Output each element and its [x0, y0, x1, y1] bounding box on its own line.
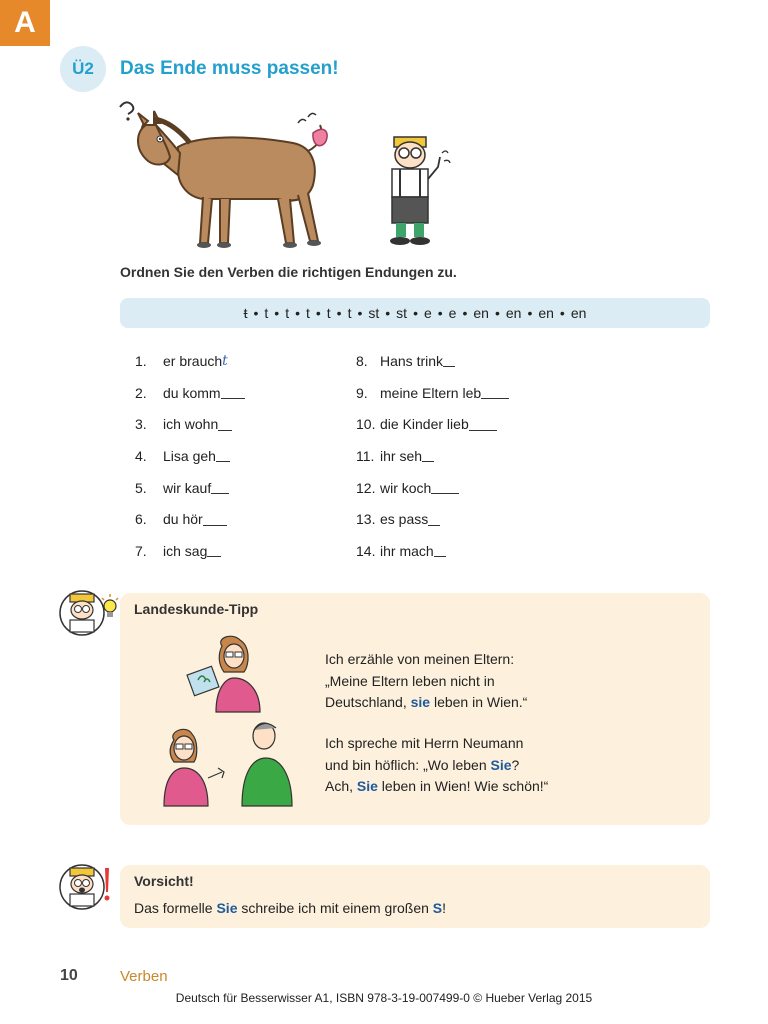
tip-paragraph-2	[325, 733, 548, 798]
tip-line	[325, 776, 548, 798]
verb-stem: wir kauf	[163, 479, 212, 496]
ending-option: t	[243, 305, 248, 321]
tip-text-segment: Deutschland,	[325, 694, 411, 710]
verb-stem: du komm	[163, 384, 221, 401]
exercise-instruction: Ordnen Sie den Verben die richtigen Endungen zu.	[120, 264, 457, 280]
tip-text-segment: leben in Wien.“	[430, 694, 528, 710]
answer-blank[interactable]	[218, 418, 232, 431]
tip-line: „Meine Eltern leben nicht in	[325, 672, 495, 689]
answer-blank[interactable]	[428, 513, 440, 526]
answer-blank[interactable]	[422, 449, 434, 462]
verb-stem: du hör	[163, 511, 203, 528]
exercise-item	[356, 472, 509, 504]
exercise-badge: Ü2	[60, 46, 106, 92]
answer-blank[interactable]	[469, 418, 497, 431]
exercise-item	[135, 377, 245, 409]
exercise-list-right	[356, 345, 509, 567]
caution-text-segment: !	[442, 900, 447, 916]
item-number: 5.	[135, 479, 147, 496]
highlight-formal-sie: Sie	[356, 778, 378, 794]
ending-separator: •	[559, 305, 565, 321]
verb-stem: meine Eltern leb	[380, 384, 482, 401]
item-number: 4.	[135, 447, 147, 464]
exercise-item	[135, 503, 245, 535]
answer-blank[interactable]	[431, 481, 459, 494]
tip-text-segment: und bin höflich: „Wo leben	[325, 756, 491, 773]
ending-option: st	[368, 305, 380, 321]
exercise-item	[135, 408, 245, 440]
ending-option: t	[305, 305, 310, 321]
ending-option: t	[264, 305, 269, 321]
verb-stem: ich wohn	[163, 416, 219, 433]
tip-line	[325, 755, 548, 777]
tip-line: Ich erzähle von meinen Eltern:	[325, 651, 515, 667]
exercise-title: Das Ende muss passen!	[120, 58, 339, 79]
item-number: 13.	[356, 511, 376, 528]
answer-blank[interactable]	[481, 386, 509, 399]
exercise-item	[356, 440, 509, 472]
ending-option: en	[505, 305, 522, 321]
tip-text-segment: leben in Wien! Wie schön!“	[377, 778, 549, 794]
caution-box	[120, 865, 710, 928]
answer-blank[interactable]	[203, 513, 227, 526]
item-number: 1.	[135, 352, 147, 369]
ending-separator: •	[494, 305, 500, 321]
ending-option: t	[347, 305, 352, 321]
highlight-formal-sie: Sie	[216, 900, 238, 916]
ending-option: st	[396, 305, 408, 321]
ending-option: en	[473, 305, 489, 321]
ending-option: t	[285, 305, 290, 321]
tip-title: Landeskunde-Tipp	[134, 601, 259, 617]
ending-separator: •	[437, 305, 443, 321]
boy-character-illustration	[378, 133, 458, 248]
ending-option: e	[423, 305, 432, 321]
highlight-formal-sie: Sie	[490, 756, 512, 773]
verb-stem: ihr mach	[380, 542, 434, 559]
tip-mascot-icon	[58, 588, 122, 638]
caution-text-segment: schreibe ich mit einem großen	[237, 900, 433, 916]
exercise-item	[356, 377, 509, 409]
item-number: 2.	[135, 384, 147, 401]
ending-separator: •	[527, 305, 533, 321]
ending-word-bank	[120, 298, 710, 328]
ending-separator: •	[274, 305, 280, 321]
exercise-item	[356, 503, 509, 535]
exercise-list-left	[135, 345, 245, 567]
answer-blank[interactable]	[434, 544, 446, 557]
answer-blank[interactable]	[211, 481, 229, 494]
verb-stem: ihr seh	[380, 447, 423, 464]
verb-stem: Hans trink	[380, 352, 444, 369]
item-number: 3.	[135, 416, 147, 433]
chapter-title: Verben	[120, 968, 168, 985]
item-number: 11.	[356, 447, 375, 464]
exercise-item	[135, 472, 245, 504]
highlight-capital-s: S	[432, 900, 443, 916]
ending-separator: •	[336, 305, 342, 321]
ending-option: t	[326, 305, 331, 321]
ending-option: e	[448, 305, 457, 321]
answer-blank[interactable]	[221, 386, 245, 399]
example-answer: t	[222, 352, 228, 369]
footer-credit: Deutsch für Besserwisser A1, ISBN 978-3-19-007499-0 © Hueber Verlag 2015	[175, 991, 593, 1005]
page-number: 10	[60, 967, 78, 984]
ending-separator: •	[385, 305, 391, 321]
ending-option: en	[570, 305, 587, 321]
caution-text-segment: Das formelle	[134, 900, 217, 916]
exercise-item	[356, 535, 509, 567]
answer-blank[interactable]	[216, 449, 230, 462]
verb-stem: es pass	[380, 511, 429, 528]
item-number: 6.	[135, 511, 147, 528]
section-tab: A	[0, 0, 50, 46]
horse-illustration	[108, 95, 338, 255]
answer-blank[interactable]	[443, 354, 455, 367]
tip-line	[325, 692, 527, 714]
verb-stem: ich sag	[163, 542, 208, 559]
answer-blank[interactable]	[207, 544, 221, 557]
ending-separator: •	[253, 305, 259, 321]
ending-separator: •	[413, 305, 418, 321]
exercise-item	[135, 440, 245, 472]
verb-stem: die Kinder lieb	[380, 416, 469, 433]
item-number: 8.	[356, 352, 368, 369]
tip-text-segment: ?	[511, 756, 520, 773]
ending-separator: •	[357, 305, 363, 321]
verb-stem: er brauch	[163, 352, 223, 369]
highlight-sie: sie	[410, 694, 431, 710]
verb-stem: wir koch	[380, 479, 432, 496]
family-conversation-illustration	[160, 628, 300, 810]
tip-paragraph-1	[325, 649, 527, 714]
ending-option: en	[538, 305, 554, 321]
exercise-item	[356, 345, 509, 377]
caution-text	[134, 900, 446, 916]
tip-line: Ich spreche mit Herrn Neumann	[325, 735, 524, 751]
item-number: 14.	[356, 542, 376, 559]
exercise-item	[135, 535, 245, 567]
item-number: 10.	[356, 416, 376, 433]
tip-text-segment: Ach,	[325, 778, 357, 794]
ending-separator: •	[315, 305, 321, 321]
exercise-item	[356, 408, 509, 440]
verb-stem: Lisa geh	[163, 447, 216, 464]
item-number: 7.	[135, 542, 147, 559]
caution-title: Vorsicht!	[134, 873, 194, 889]
caution-mascot-icon	[58, 862, 114, 912]
ending-separator: •	[462, 305, 468, 321]
item-number: 12.	[356, 479, 376, 496]
exercise-item	[135, 345, 245, 377]
item-number: 9.	[356, 384, 368, 401]
ending-separator: •	[295, 305, 300, 321]
